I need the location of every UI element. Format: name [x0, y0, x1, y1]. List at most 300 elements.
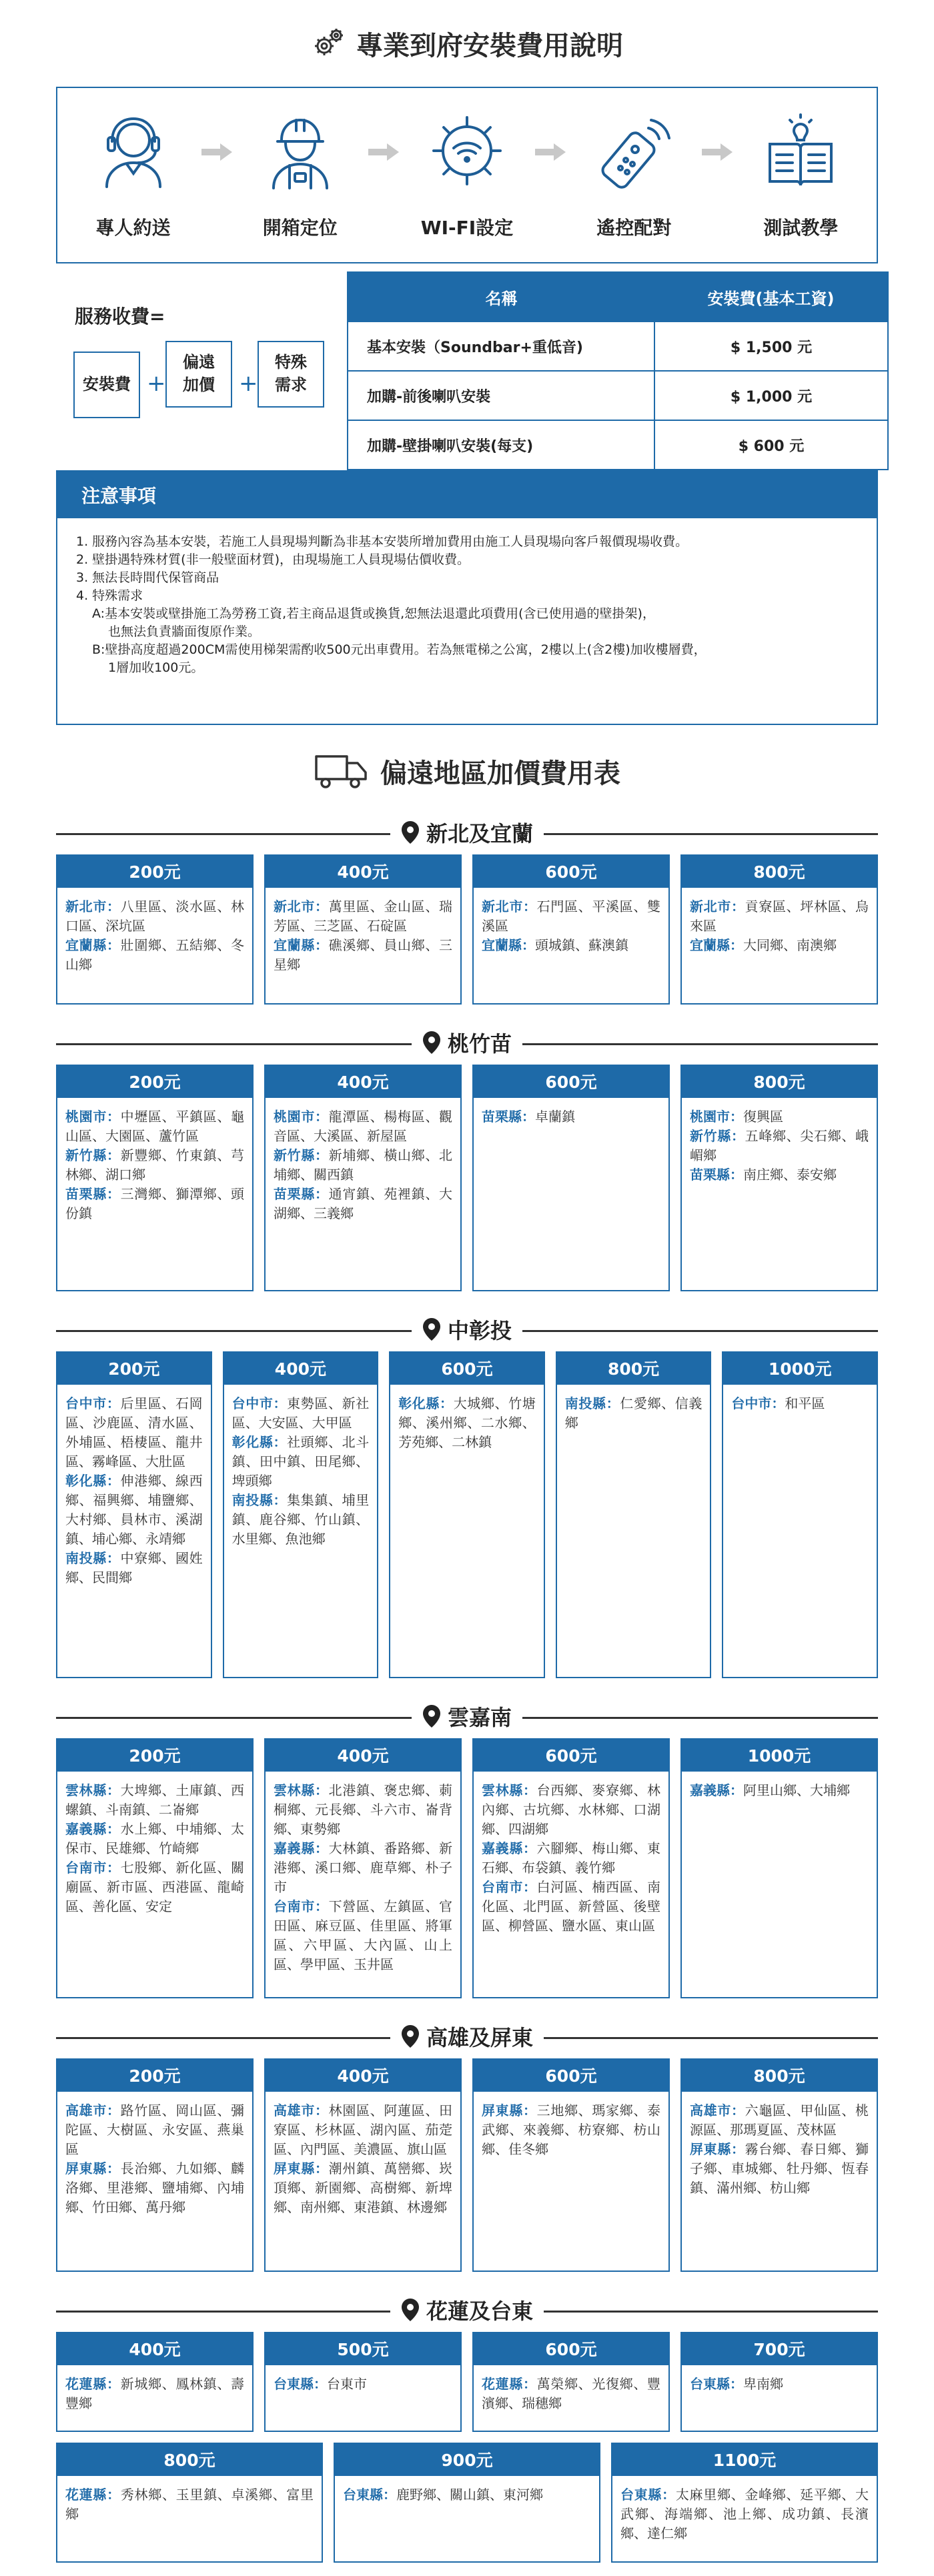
township-list: 頭城鎮、蘇澳鎮 — [535, 937, 628, 953]
county-label: 高雄市： — [690, 2102, 745, 2118]
price-tier-header: 200元 — [56, 854, 254, 888]
county-label: 台南市： — [65, 1860, 121, 1876]
township-list: 阿里山鄉、大埔鄉 — [743, 1782, 850, 1798]
area-list — [680, 2365, 878, 2432]
price-column — [680, 1065, 878, 1291]
step-wifi — [410, 111, 524, 240]
area-entry — [65, 2101, 244, 2159]
service-steps — [56, 87, 878, 263]
county-label: 苗栗縣： — [690, 1167, 743, 1183]
township-list: 萬榮鄉、光復鄉、豐濱鄉、瑞穗鄉 — [482, 2376, 661, 2411]
area-entry — [565, 1394, 703, 1433]
area-list — [472, 1772, 670, 1998]
price-grid — [56, 1065, 878, 1291]
price-grid — [56, 2443, 878, 2563]
step-label: 遙控配對 — [596, 216, 672, 239]
location-pin-icon — [401, 2298, 420, 2322]
area-entry — [690, 1165, 869, 1185]
area-entry — [274, 1839, 452, 1897]
fee-item-price: $ 1,500 元 — [654, 321, 888, 371]
price-column — [56, 2443, 323, 2563]
price-column — [264, 2332, 462, 2432]
township-list: 大城鄉、竹塘鄉、溪州鄉、二水鄉、芳苑鄉、二林鎮 — [398, 1395, 536, 1450]
township-list: 七股鄉、新化區、關廟區、新市區、西港區、龍崎區、善化區、安定 — [65, 1860, 245, 1914]
area-entry — [274, 1897, 452, 1974]
township-list: 礁溪鄉、員山鄉、三星鄉 — [274, 937, 453, 973]
region-section — [0, 1018, 934, 1291]
price-column — [722, 1351, 878, 1678]
county-label: 台東縣： — [274, 2376, 327, 2392]
price-column — [264, 1065, 462, 1291]
price-tier-header: 800元 — [680, 854, 878, 888]
region-section — [0, 1305, 934, 1678]
price-column — [56, 1065, 254, 1291]
county-label: 桃園市： — [690, 1109, 743, 1125]
township-list: 鹿野鄉、關山鎮、東河鄉 — [396, 2487, 543, 2503]
price-tier-header: 400元 — [56, 2332, 254, 2365]
area-list — [56, 1098, 254, 1291]
note-line: 2. 壁掛遇特殊材質(非一般壁面材質)，由現場施工人員現場估價收費。 — [76, 552, 470, 567]
region-name-text: 桃竹苗 — [447, 1031, 512, 1057]
county-label: 台東縣： — [690, 2376, 743, 2392]
arrow-right-icon — [201, 142, 232, 162]
area-entry — [274, 1185, 452, 1223]
note-line: 4. 特殊需求 — [76, 588, 143, 603]
area-list — [223, 1385, 379, 1678]
fee-box-remote: 偏遠 加價 — [165, 341, 232, 408]
region-name — [390, 2295, 544, 2325]
township-list: 北港鎮、褒忠鄉、莿桐鄉、元長鄉、斗六市、崙背鄉、東勢鄉 — [274, 1782, 453, 1837]
area-list — [389, 1385, 545, 1678]
area-list — [56, 2476, 323, 2563]
fee-item-price: $ 1,000 元 — [654, 371, 888, 420]
township-list: 三灣鄉、獅潭鄉、頭份鎮 — [65, 1186, 245, 1221]
area-entry — [690, 2140, 869, 2198]
price-tier-header: 200元 — [56, 1351, 212, 1385]
header — [0, 0, 934, 87]
county-label: 高雄市： — [65, 2102, 121, 2118]
page-title: 專業到府安裝費用說明 — [356, 30, 623, 61]
price-column — [680, 2058, 878, 2272]
area-entry — [482, 936, 660, 955]
step-teaching — [744, 111, 857, 240]
county-label: 雲林縣： — [482, 1782, 537, 1798]
region-section — [0, 2285, 934, 2563]
price-tier-header: 600元 — [472, 854, 670, 888]
price-column — [472, 1738, 670, 1998]
area-entry — [690, 1107, 869, 1127]
area-list — [472, 888, 670, 1005]
price-column — [56, 1351, 212, 1678]
area-entry — [274, 2375, 452, 2394]
step-label: 專人約送 — [95, 216, 171, 239]
fee-table-header-price: 安裝費(基本工資) — [654, 272, 888, 321]
area-entry — [482, 1781, 660, 1839]
price-tier-header: 800元 — [680, 2058, 878, 2092]
county-label: 屏東縣： — [690, 2141, 745, 2157]
county-label: 雲林縣： — [274, 1782, 329, 1798]
truck-icon — [314, 752, 368, 790]
price-column — [56, 2058, 254, 2272]
area-entry — [731, 1394, 869, 1413]
township-list: 林園區、阿蓮區、田寮區、杉林區、湖內區、茄萣區、內門區、美濃區、旗山區 — [274, 2102, 453, 2157]
county-label: 苗栗縣： — [65, 1186, 121, 1202]
county-label: 花蓮縣： — [65, 2376, 121, 2392]
area-entry — [65, 1549, 203, 1587]
county-label: 新竹縣： — [690, 1128, 745, 1144]
area-entry — [482, 2375, 660, 2413]
price-column — [472, 854, 670, 1005]
book-lightbulb-icon — [761, 111, 841, 191]
price-tier-header: 200元 — [56, 1738, 254, 1772]
township-list: 通宵鎮、苑裡鎮、大湖鄉、三義鄉 — [274, 1186, 453, 1221]
price-tier-header: 900元 — [334, 2443, 600, 2476]
township-list: 六龜區、甲仙區、桃源區、那瑪夏區、茂林區 — [690, 2102, 869, 2138]
region-name-text: 雲嘉南 — [447, 1705, 512, 1730]
fee-table — [347, 271, 889, 470]
region-section — [0, 1692, 934, 1998]
step-label: WI-FI設定 — [420, 216, 514, 239]
area-list — [680, 1772, 878, 1998]
table-row — [348, 321, 888, 371]
area-list — [56, 2365, 254, 2432]
county-label: 新北市： — [690, 898, 745, 914]
price-column — [264, 854, 462, 1005]
area-entry — [690, 936, 869, 955]
step-delivery — [77, 111, 190, 240]
area-entry — [65, 897, 244, 936]
area-list — [472, 1098, 670, 1291]
area-entry — [65, 1471, 203, 1549]
county-label: 南投縣： — [231, 1492, 288, 1508]
fee-section — [0, 263, 934, 470]
wifi-gear-icon — [427, 111, 507, 191]
region-name-text: 高雄及屏東 — [426, 2025, 534, 2050]
township-list: 台東市 — [327, 2376, 367, 2392]
county-label: 苗栗縣： — [482, 1109, 535, 1125]
area-list — [56, 2092, 254, 2272]
plus-sign: + — [239, 370, 258, 397]
price-column — [56, 1738, 254, 1998]
step-label: 測試教學 — [763, 216, 839, 239]
township-list: 白河區、楠西區、南化區、北門區、新營區、後壁區、柳營區、鹽水區、東山區 — [482, 1879, 661, 1934]
area-entry — [690, 1127, 869, 1165]
note-line: 1. 服務內容為基本安裝，若施工人員現場判斷為非基本安裝所增加費用由施工人員現場向客戶報價現場收費。 — [76, 534, 688, 549]
fee-table-header-name: 名稱 — [348, 272, 654, 321]
price-tier-header: 800元 — [680, 1065, 878, 1098]
region-name — [390, 817, 544, 848]
township-list: 南庄鄉、泰安鄉 — [743, 1167, 837, 1183]
location-pin-icon — [422, 1704, 441, 1728]
price-column — [264, 1738, 462, 1998]
price-tier-header: 600元 — [472, 2332, 670, 2365]
area-entry — [274, 1107, 452, 1146]
area-entry — [343, 2485, 591, 2505]
region-header — [0, 1018, 934, 1065]
notes-body — [57, 518, 877, 677]
price-tier-header: 600元 — [389, 1351, 545, 1385]
area-entry — [690, 2375, 869, 2394]
county-label: 宜蘭縣： — [482, 937, 535, 953]
township-list: 八里區、淡水區、林口區、深坑區 — [65, 898, 245, 934]
county-label: 嘉義縣： — [274, 1840, 329, 1856]
remote-title-text: 偏遠地區加價費用表 — [380, 758, 620, 789]
arrow-right-icon — [368, 142, 399, 162]
regions-container — [0, 808, 934, 2563]
table-row — [348, 420, 888, 470]
area-list — [472, 2092, 670, 2272]
location-pin-icon — [422, 1031, 441, 1055]
location-pin-icon — [422, 1317, 441, 1341]
price-grid — [56, 2058, 878, 2272]
area-entry — [274, 1146, 452, 1185]
region-name — [390, 2021, 544, 2052]
area-entry — [690, 1781, 869, 1800]
county-label: 屏東縣： — [65, 2160, 121, 2176]
price-column — [472, 2058, 670, 2272]
price-column — [680, 1738, 878, 1998]
fee-heading: 服務收費= — [75, 305, 165, 328]
region-name-text: 新北及宜蘭 — [426, 821, 534, 846]
price-tier-header: 400元 — [264, 2058, 462, 2092]
area-entry — [690, 2101, 869, 2140]
township-list: 大林鎮、番路鄉、新港鄉、溪口鄉、鹿草鄉、朴子市 — [274, 1840, 453, 1895]
county-label: 屏東縣： — [274, 2160, 329, 2176]
area-list — [56, 1385, 212, 1678]
area-list — [680, 888, 878, 1005]
price-tier-header: 800元 — [56, 2443, 323, 2476]
area-entry — [274, 2101, 452, 2159]
note-line: 1層加收100元。 — [108, 660, 204, 675]
notes-heading: 注意事項 — [57, 472, 877, 518]
area-entry — [482, 2101, 660, 2159]
price-tier-header: 1000元 — [722, 1351, 878, 1385]
township-list: 仁愛鄉、信義鄉 — [564, 1395, 703, 1431]
remote-control-icon — [594, 111, 674, 191]
region-header — [0, 1305, 934, 1351]
price-tier-header: 400元 — [264, 1738, 462, 1772]
location-pin-icon — [401, 820, 420, 844]
township-list: 東勢區、新社區、大安區、大甲區 — [231, 1395, 370, 1431]
county-label: 苗栗縣： — [274, 1186, 329, 1202]
fee-item-name: 加購-前後喇叭安裝 — [348, 371, 654, 420]
remote-title — [0, 734, 934, 808]
township-list: 新埔鄉、橫山鄉、北埔鄉、關西鎮 — [274, 1147, 453, 1183]
county-label: 台中市： — [65, 1395, 121, 1411]
township-list: 長治鄉、九如鄉、麟洛鄉、里港鄉、鹽埔鄉、內埔鄉、竹田鄉、萬丹鄉 — [65, 2160, 245, 2215]
township-list: 萬里區、金山區、瑞芳區、三芝區、石碇區 — [274, 898, 453, 934]
area-list — [680, 1098, 878, 1291]
region-name — [412, 1027, 522, 1058]
township-list: 集集鎮、埔里鎮、鹿谷鄉、竹山鎮、水里鄉、魚池鄉 — [231, 1492, 370, 1547]
county-label: 新竹縣： — [65, 1147, 121, 1163]
county-label: 桃園市： — [65, 1109, 121, 1125]
township-list: 霧台鄉、春日鄉、獅子鄉、車城鄉、牡丹鄉、恆春鎮、滿州鄉、枋山鄉 — [690, 2141, 869, 2196]
county-label: 嘉義縣： — [690, 1782, 743, 1798]
region-name — [412, 1314, 522, 1345]
township-list: 新豐鄉、竹東鎮、芎林鄉、湖口鄉 — [65, 1147, 245, 1183]
county-label: 台東縣： — [620, 2487, 676, 2503]
notes-box — [56, 470, 878, 725]
county-label: 台東縣： — [343, 2487, 396, 2503]
price-column — [389, 1351, 545, 1678]
area-entry — [65, 2159, 244, 2217]
township-list: 壯圍鄉、五結鄉、冬山鄉 — [65, 937, 245, 973]
area-list — [334, 2476, 600, 2563]
price-tier-header: 1000元 — [680, 1738, 878, 1772]
township-list: 三地鄉、瑪家鄉、泰武鄉、來義鄉、枋寮鄉、枋山鄉、佳冬鄉 — [482, 2102, 661, 2157]
price-column — [556, 1351, 712, 1678]
region-name-text: 花蓮及台東 — [426, 2299, 534, 2324]
area-entry — [232, 1491, 370, 1549]
area-entry — [274, 897, 452, 936]
price-tier-header: 200元 — [56, 1065, 254, 1098]
county-label: 台中市： — [731, 1395, 785, 1411]
region-name-text: 中彰投 — [447, 1318, 512, 1343]
price-tier-header: 600元 — [472, 2058, 670, 2092]
area-entry — [65, 1394, 203, 1471]
fee-box-install: 安裝費 — [73, 352, 140, 418]
price-tier-header: 600元 — [472, 1738, 670, 1772]
price-grid — [56, 2332, 878, 2432]
region-header — [0, 2285, 934, 2332]
region-header — [0, 1692, 934, 1738]
region-header — [0, 808, 934, 854]
area-entry — [65, 1107, 244, 1146]
price-grid — [56, 1351, 878, 1678]
county-label: 彰化縣： — [398, 1395, 454, 1411]
township-list: 五峰鄉、尖石鄉、峨嵋鄉 — [690, 1128, 869, 1163]
area-list — [680, 2092, 878, 2272]
area-entry — [65, 2485, 314, 2524]
note-line: A:基本安裝或壁掛施工為勞務工資,若主商品退貨或換貨,恕無法退還此項費用(含已使用過的壁掛架)， — [92, 606, 655, 621]
county-label: 宜蘭縣： — [65, 937, 121, 953]
arrow-right-icon — [535, 142, 566, 162]
township-list: 復興區 — [743, 1109, 783, 1125]
arrow-right-icon — [702, 142, 733, 162]
step-remote — [577, 111, 690, 240]
township-list: 秀林鄉、玉里鎮、卓溪鄉、富里鄉 — [65, 2487, 314, 2522]
area-list — [264, 888, 462, 1005]
region-section — [0, 2012, 934, 2272]
note-line: B:壁掛高度超過200CM需使用梯架需酌收500元出車費用。若為無電梯之公寓，2樓以上(含2樓)加收樓層費， — [92, 642, 707, 657]
township-list: 卓蘭鎮 — [535, 1109, 575, 1125]
fee-box-special: 特殊 需求 — [258, 341, 324, 408]
area-entry — [482, 897, 660, 936]
area-entry — [274, 936, 452, 975]
township-list: 太麻里鄉、金峰鄉、延平鄉、大武鄉、海端鄉、池上鄉、成功鎮、長濱鄉、達仁鄉 — [620, 2487, 869, 2541]
area-entry — [690, 897, 869, 936]
township-list: 伸港鄉、線西鄉、福興鄉、埔鹽鄉、大村鄉、員林市、溪湖鎮、埔心鄉、永靖鄉 — [65, 1473, 203, 1547]
township-list: 卑南鄉 — [743, 2376, 783, 2392]
county-label: 宜蘭縣： — [690, 937, 743, 953]
price-tier-header: 400元 — [223, 1351, 379, 1385]
price-grid — [56, 854, 878, 1005]
gears-icon — [311, 26, 346, 61]
township-list: 和平區 — [785, 1395, 825, 1411]
township-list: 台西鄉、麥寮鄉、林內鄉、古坑鄉、水林鄉、口湖鄉、四湖鄉 — [482, 1782, 661, 1837]
township-list: 六腳鄉、梅山鄉、東石鄉、布袋鎮、義竹鄉 — [482, 1840, 661, 1876]
county-label: 新北市： — [482, 898, 537, 914]
county-label: 台南市： — [274, 1898, 329, 1914]
price-tier-header: 200元 — [56, 2058, 254, 2092]
area-entry — [65, 1185, 244, 1223]
price-column — [680, 854, 878, 1005]
county-label: 嘉義縣： — [482, 1840, 537, 1856]
area-entry — [65, 1820, 244, 1858]
area-list — [264, 1772, 462, 1998]
county-label: 宜蘭縣： — [274, 937, 329, 953]
county-label: 花蓮縣： — [65, 2487, 121, 2503]
township-list: 中壢區、平鎮區、龜山區、大園區、蘆竹區 — [65, 1109, 245, 1144]
location-pin-icon — [401, 2024, 420, 2048]
note-line: 也無法負責牆面復原作業。 — [108, 624, 261, 639]
county-label: 雲林縣： — [65, 1782, 121, 1798]
township-list: 新城鄉、鳳林鎮、壽豐鄉 — [65, 2376, 245, 2411]
area-entry — [65, 936, 244, 975]
county-label: 桃園市： — [274, 1109, 329, 1125]
price-column — [472, 1065, 670, 1291]
fee-item-name: 基本安裝（Soundbar+重低音) — [348, 321, 654, 371]
county-label: 新竹縣： — [274, 1147, 329, 1163]
worker-helmet-icon — [260, 111, 340, 191]
area-list — [556, 1385, 712, 1678]
township-list: 社頭鄉、北斗鎮、田中鎮、田尾鄉、埤頭鄉 — [231, 1434, 370, 1489]
township-list: 中寮鄉、國姓鄉、民間鄉 — [65, 1550, 203, 1585]
township-list: 下營區、左鎮區、官田區、麻豆區、佳里區、將軍區、六甲區、大內區、山上區、學甲區、玉井區 — [274, 1898, 453, 1972]
price-column — [472, 2332, 670, 2432]
area-list — [264, 1098, 462, 1291]
region-header — [0, 2012, 934, 2058]
area-list — [264, 2092, 462, 2272]
township-list: 水上鄉、中埔鄉、太保市、民雄鄉、竹崎鄉 — [65, 1821, 245, 1856]
price-tier-header: 700元 — [680, 2332, 878, 2365]
township-list: 貢寮區、坪林區、烏來區 — [690, 898, 869, 934]
step-positioning — [244, 111, 357, 240]
price-grid — [56, 1738, 878, 1998]
area-entry — [398, 1394, 536, 1452]
agent-headset-icon — [93, 111, 173, 191]
region-name — [412, 1701, 522, 1732]
price-column — [56, 854, 254, 1005]
fee-item-name: 加購-壁掛喇叭安裝(每支) — [348, 420, 654, 470]
price-column — [680, 2332, 878, 2432]
price-column — [611, 2443, 878, 2563]
area-entry — [274, 1781, 452, 1839]
county-label: 花蓮縣： — [482, 2376, 537, 2392]
township-list: 石門區、平溪區、雙溪區 — [482, 898, 661, 934]
price-tier-header: 400元 — [264, 1065, 462, 1098]
area-list — [722, 1385, 878, 1678]
price-tier-header: 600元 — [472, 1065, 670, 1098]
fee-item-price: $ 600 元 — [654, 420, 888, 470]
step-label: 開箱定位 — [262, 216, 338, 239]
township-list: 后里區、石岡區、沙鹿區、清水區、外埔區、梧棲區、龍井區、霧峰區、大肚區 — [65, 1395, 203, 1469]
county-label: 高雄市： — [274, 2102, 329, 2118]
area-entry — [65, 1781, 244, 1820]
township-list: 大同鄉、南澳鄉 — [743, 937, 837, 953]
price-tier-header: 800元 — [556, 1351, 712, 1385]
township-list: 大埤鄉、土庫鎮、西螺鎮、斗南鎮、二崙鄉 — [65, 1782, 245, 1818]
price-tier-header: 1100元 — [611, 2443, 878, 2476]
area-entry — [65, 2375, 244, 2413]
price-tier-header: 400元 — [264, 854, 462, 888]
area-entry — [232, 1433, 370, 1491]
area-list — [56, 1772, 254, 1998]
plus-sign: + — [147, 370, 166, 397]
price-column — [56, 2332, 254, 2432]
county-label: 南投縣： — [564, 1395, 620, 1411]
